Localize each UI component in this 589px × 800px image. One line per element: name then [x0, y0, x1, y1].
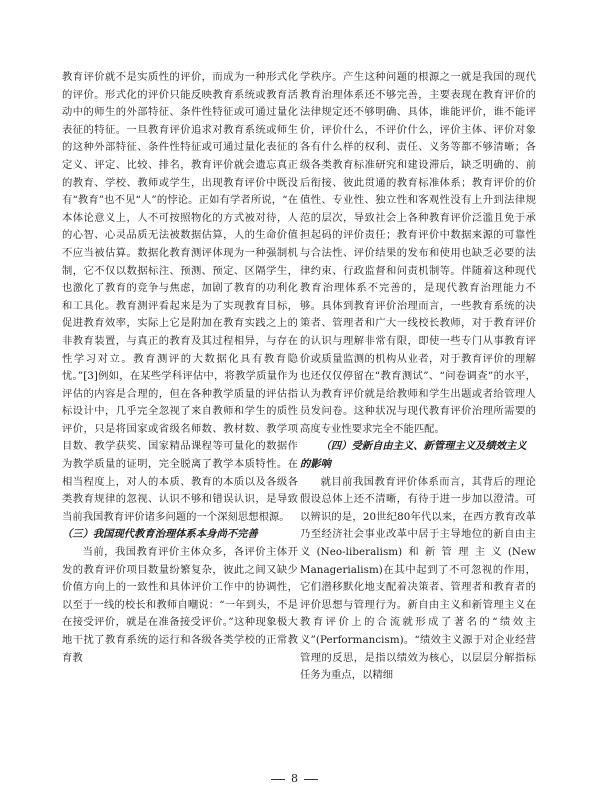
section-heading: （四）受新自由主义、新管理主义及绩效主义的影响: [300, 440, 527, 471]
right-column: [300, 69, 536, 685]
footer-dash-right: [304, 779, 318, 780]
body-paragraph: 学秩序。产生这种问题的根源之一就是我国的现代教育治理体系还不够完善，主要表现在教育评价的法律规定还不够明确、具体，谁能评价，谁不能评价，评价什么，不评价什么，评价主体、评价对象各有什么样的权利、责任、义务等都不够清晰；各级各类教育标准研究和建设滞后，缺乏明确的、前后衔接、彼此贯通的教育标准体系；教育评价的价值性、专业性、独立性和客观性没有上升到法律规范的层次，导致社会上各种教育评价泛滥且免于承担起码的评价责任；教育评价中数据来源的可靠性与合法性、评价结果的发布和使用也缺乏必要的法律约束、行政监督和问责机制等。伴随着这种现代教育治理体系不完善的，是现代教育治理能力不够。具体到教育评价治理而言，一些教育系统的决策者、管理者和广大一线校长教师，对于教育评价的认识与理解非常有限，即使一些专门从事教育评价或质量监测的机构从业者，对于教育评价的理解也还仅仅停留在“教育测试”、“问卷调查”的水平，认为教育评价就是给教师和学生出题或者给管理人员发问卷。这种状况与现代教育评价治理所需要的高度专业性要求完全不能匹配。: [300, 71, 536, 435]
page-footer: [0, 772, 589, 785]
body-paragraph: 就目前我国教育评价体系而言，其背后的理论假设总体上还不清晰，有待于进一步加以澄清。可以辨识的是，20世纪80年代以来，在西方教育改革乃至经济社会事业改革中居于主导地位的新自由主义(Neo-liberalism)和新管理主义(New Managerialism)在其中起到了不可忽视的作用，它们潜移默化地支配着决策者、管理者和教育者的评价思想与管理行为。新自由主义和新管理主义在教育评价上的合流就形成了著名的“绩效主义”(Performancism)。“绩效主义源于对企业经营管理的反思，是指以绩效为核心，以层层分解指标任务为重点，以精细: [300, 475, 536, 682]
section-heading: （三）我国现代教育治理体系本身尚不完善: [62, 528, 258, 541]
body-paragraph: 当前，我国教育评价主体众多，各评价主体开发的教育评价项目数量纷繁复杂，彼此之间又缺少价值方向上的一致性和具体评价工作中的协调性，以至于一线的校长和教师自嘲说：“一年到头，不是在接受评价，就是在准备接受评价。”这种现象极大地干扰了教育系统的运行和各级各类学校的正常教育教: [62, 546, 298, 664]
left-column: [62, 69, 298, 667]
body-paragraph: 教育评价就不是实质性的评价，而成为一种形式化的评价。形式化的评价只能反映教育系统或教育活动中的师生的外部特征、条件性特征或可通过量化表征的特征。一旦教育评价追求对教育系统或师生的这种外部特征、条件性特征或可通过量化表征的定义、评定、比较、排名，教育评价就会遗忘真正的教育、学校、教师或学生，出现教育评价中既没有“教育”也不见“人”的悖论。正如有学者所说，“在本体论意义上，人不可按照物化的方式被对待，人的心智、心灵品质无法被数据估算，人的生命价值不应当被估算。数据化教育测评体现为一种强制机制，它不仅以数据标注、预测、预定、区隔学生，也激化了教育的竞争与焦虑，加剧了教育的功利化和工具化。教育测评看起来是为了实现教育目标，促进教育效率，实际上它是附加在教育实践之上的非教育装置，与真正的教育及其过程相异，与存在性学习对立。教育测评的大数据化具有教育隐忧。”[3]例如，在某些学科评估中，将教学质量作为评估的内容是合理的，但在各种教学质量的评估指标设计中，几乎完全忽视了来自教师和学生的质性评价，只是将国家或省级名师数、教材数、教学项目数、教学获奖、国家精品课程等可量化的数据作为教学质量的证明，完全脱离了教学本质特性。在相当程度上，对人的本质、教育的本质以及各级各类教育规律的忽视、认识不够和错误认识，是导致当前我国教育评价诸多问题的一个深刻思想根源。: [62, 71, 298, 523]
page-number: 8: [291, 772, 298, 785]
footer-dash-left: [271, 779, 285, 780]
